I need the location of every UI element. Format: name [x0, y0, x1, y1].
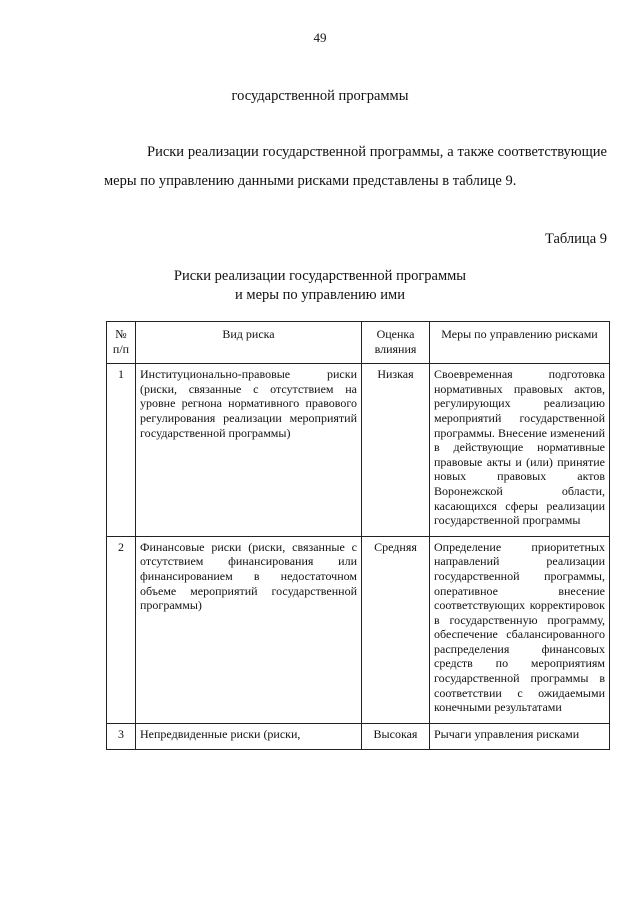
row-impact: Низкая: [362, 364, 430, 537]
header-num: № п/п: [107, 322, 136, 364]
intro-paragraph: Риски реализации государственной программы, а также соответствующие меры по управлению данными рисками представлены в таблице 9.: [104, 144, 607, 189]
header-risk-type: Вид риска: [136, 322, 362, 364]
row-measures: Рычаги управления рисками: [430, 723, 610, 750]
risks-table: [106, 321, 610, 750]
table-row: [107, 364, 610, 537]
row-risk-type: Финансовые риски (риски, связанные с отсутствием финансирования или финансированием в недостаточном объеме мероприятий государственной программы): [136, 536, 362, 723]
row-risk-type: Институционально-правовые риски (риски, связанные с отсутствием на уровне регнона нормативного правового регулирования реализации мероприятий государственной программы): [136, 364, 362, 537]
row-impact: Высокая: [362, 723, 430, 750]
row-num: 3: [107, 723, 136, 750]
table-title-line-2: и меры по управлению ими: [235, 287, 405, 303]
continuation-heading: государственной программы: [231, 88, 409, 104]
row-measures: Своевременная подготовка нормативных правовых актов, регулирующих реализацию мероприятий государственной программы. Внесение изменений в действующие нормативные правовые акты и (или) принятие новых правовых актов Воронежской области, касающихся сферы реализации государственной программы: [430, 364, 610, 537]
row-measures: Определение приоритетных направлений реализации государственной программы, оперативное внесение соответствующих корректировок в государственную программу, обеспечение сбалансированного распределения финансовых средств по мероприятиям государственной программы в соответствии с ожидаемыми конечными результатами: [430, 536, 610, 723]
table-row: [107, 723, 610, 750]
table-row: [107, 536, 610, 723]
row-risk-type: Непредвиденные риски (риски,: [136, 723, 362, 750]
table-title-line-1: Риски реализации государственной программы: [173, 268, 467, 284]
row-impact: Средняя: [362, 536, 430, 723]
header-impact: Оценка влияния: [362, 322, 430, 364]
table-title: [0, 267, 640, 305]
row-num: 2: [107, 536, 136, 723]
page-number: 49: [313, 30, 327, 45]
table-label: Таблица 9: [544, 231, 607, 247]
header-measures: Меры по управлению рисками: [430, 322, 610, 364]
table-header-row: [107, 322, 610, 364]
row-num: 1: [107, 364, 136, 537]
